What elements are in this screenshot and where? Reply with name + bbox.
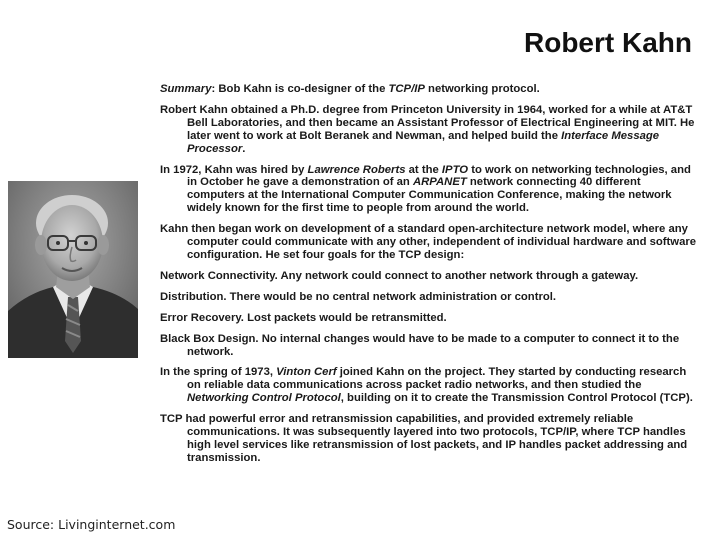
goal-item: Black Box Design. No internal changes would have to be made to a computer to connect it to the network.: [160, 332, 680, 358]
goal-item: Distribution. There would be no central network administration or control.: [160, 290, 557, 303]
summary-text-end: networking protocol.: [424, 83, 540, 95]
education-paragraph: [160, 104, 697, 156]
cerf-text-1: In the spring of 1973,: [160, 366, 277, 379]
ipto-text-4: network connecting 40 different computers at the International Computer Communication Conference, making the network widely known for the first time to people from around the world.: [187, 176, 672, 215]
ipto-paragraph: [160, 164, 697, 216]
ncp-term: Networking Control Protocol: [187, 392, 341, 405]
goal-item: Network Connectivity. Any network could connect to another network through a gateway.: [160, 269, 639, 282]
portrait-photo: [8, 181, 138, 358]
ipto-text-3: to work on networking technologies, and in October he gave a demonstration of an: [187, 163, 691, 189]
ipto-term: IPTO: [441, 163, 469, 176]
cerf-paragraph: [160, 366, 697, 405]
slide-title: Robert Kahn: [524, 27, 692, 58]
summary-label: Summary: [160, 83, 212, 95]
cerf-text-3: , building on it to create the Transmission Control Protocol (TCP).: [340, 392, 693, 405]
summary-paragraph: [160, 83, 697, 96]
education-text: Robert Kahn obtained a Ph.D. degree from Princeton University in 1964, worked for a while at AT&T Bell Laboratories, and then became an Assistant Professor of Electrical Engineering at MIT. He later went to work at Bolt Beranek and Newman, and helped build the: [160, 103, 695, 142]
tcpip-term: TCP/IP: [388, 83, 425, 95]
source-credit: Source: Livinginternet.com: [7, 517, 176, 532]
open-architecture-paragraph: Kahn then began work on development of a standard open-architecture network model, where any computer could communicate with any other, independent of individual hardware and software configuration. He set four goals for the TCP design:: [160, 223, 697, 261]
article-body: [160, 83, 697, 465]
goal-item: Error Recovery. Lost packets would be retransmitted.: [160, 311, 447, 324]
tcpip-paragraph: TCP had powerful error and retransmission capabilities, and provided extremely reliable communications. It was subsequently layered into two protocols, TCP/IP, where TCP handles high level services like retransmission of lost packets, and IP handles packet addressing and transmission.: [160, 413, 688, 464]
ipto-text-1: In 1972, Kahn was hired by: [160, 163, 308, 176]
summary-text: : Bob Kahn is co-designer of the: [211, 83, 389, 95]
ipto-text-2: at the: [405, 163, 442, 176]
imp-term: Interface Message Processor: [187, 129, 660, 155]
education-text-end: .: [242, 142, 246, 155]
roberts-name: Lawrence Roberts: [307, 163, 406, 176]
portrait-illustration: [8, 181, 138, 358]
arpanet-term: ARPANET: [412, 176, 467, 189]
cerf-text-2: joined Kahn on the project. They started by conducting research on reliable data communications across packet radio networks, and then studied the: [187, 366, 687, 392]
cerf-name: Vinton Cerf: [276, 366, 337, 379]
